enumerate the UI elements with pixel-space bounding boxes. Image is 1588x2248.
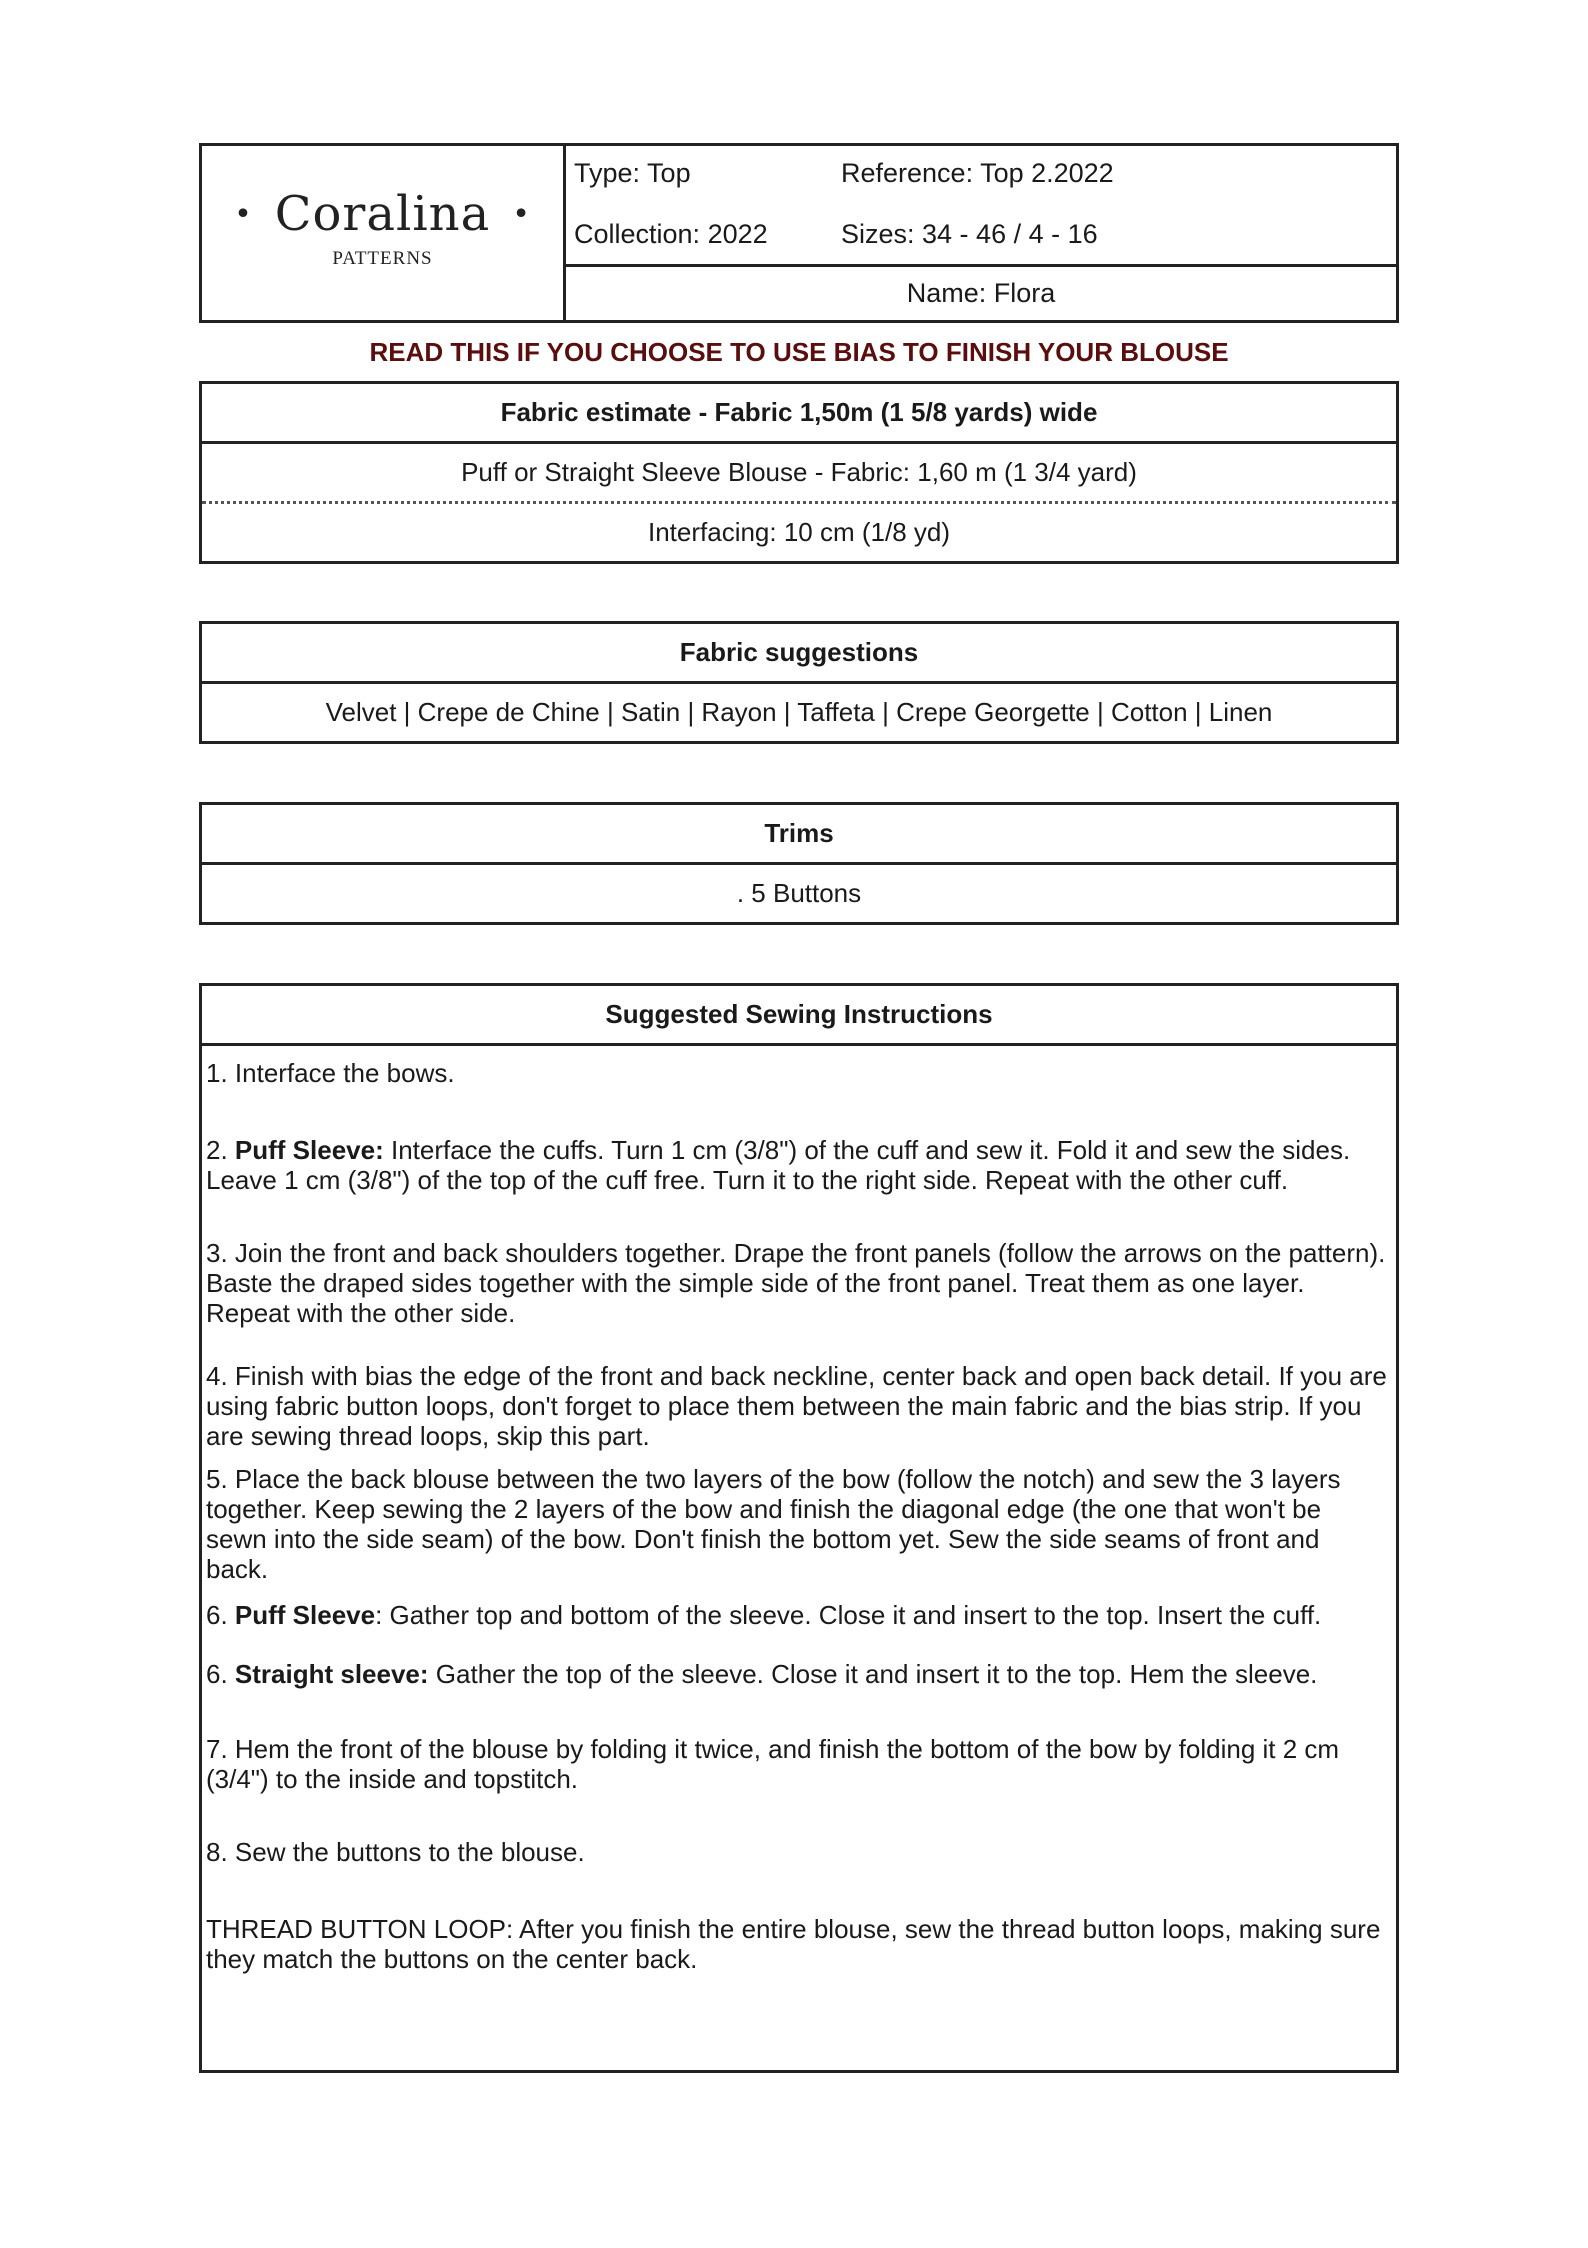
fabric-estimate-title: Fabric estimate - Fabric 1,50m (1 5/8 yards) wide [500, 397, 1098, 427]
pattern-meta [566, 146, 1396, 320]
logo-dot-left: • [234, 196, 253, 232]
thread-button-loop: THREAD BUTTON LOOP: After you finish the entire blouse, sew the thread button loops, making sure they match the buttons on the center back. [206, 1914, 1381, 1974]
step-6-straight: 6. Straight sleeve: Gather the top of the sleeve. Close it and insert it to the top. Hem the sleeve. [206, 1659, 1318, 1689]
step-8: 8. Sew the buttons to the blouse. [206, 1837, 585, 1867]
bias-warning: READ THIS IF YOU CHOOSE TO USE BIAS TO FINISH YOUR BLOUSE [369, 337, 1229, 367]
step-2: 2. Puff Sleeve: Interface the cuffs. Turn 1 cm (3/8") of the cuff and sew it. Fold it and sew the sides. Leave 1 cm (3/8") of the top of the cuff free. Turn it to the right side. Repeat with the other cuff. [206, 1135, 1351, 1195]
trims-table [199, 802, 1399, 925]
step-5: 5. Place the back blouse between the two layers of the bow (follow the notch) and sew the 3 layers together. Keep sewing the 2 layers of the bow and finish the diagonal edge (the one that won't be sewn into the side seam) of the bow. Don't finish the bottom yet. Sew the side seams of front and back. [206, 1464, 1341, 1584]
header-table [199, 143, 1399, 323]
fabric-suggestions-table [199, 621, 1399, 744]
fabric-estimate-blouse: Puff or Straight Sleeve Blouse - Fabric: 1,60 m (1 3/4 yard) [202, 441, 1396, 501]
brand-name: Coralina [274, 186, 491, 242]
sizes-field: Sizes: 34 - 46 / 4 - 16 [841, 219, 1098, 249]
fabric-suggestions-list: Velvet | Crepe de Chine | Satin | Rayon | Taffeta | Crepe Georgette | Cotton | Linen [202, 681, 1396, 741]
logo-dot-right: • [512, 196, 531, 232]
sewing-instructions-table [199, 983, 1399, 2073]
step-4: 4. Finish with bias the edge of the front and back neckline, center back and open back detail. If you are using fabric button loops, don't forget to place them between the main fabric and the bias strip. If you are sewing thread loops, skip this part. [206, 1361, 1387, 1451]
trims-item: . 5 Buttons [202, 862, 1396, 922]
step-7: 7. Hem the front of the blouse by folding it twice, and finish the bottom of the bow by folding it 2 cm (3/4") to the inside and topstitch. [206, 1734, 1340, 1794]
collection-field: Collection: 2022 [574, 219, 768, 249]
step-6-puff: 6. Puff Sleeve: Gather top and bottom of the sleeve. Close it and insert to the top. Insert the cuff. [206, 1600, 1322, 1630]
reference-field: Reference: Top 2.2022 [841, 158, 1114, 188]
pattern-sheet [199, 143, 1399, 2073]
type-field: Type: Top [574, 158, 691, 188]
fabric-estimate-table [199, 381, 1399, 564]
step-3: 3. Join the front and back shoulders together. Drape the front panels (follow the arrows on the pattern). Baste the draped sides together with the simple side of the front panel. Treat them as one layer. Repeat with the other side. [206, 1238, 1386, 1328]
trims-title: Trims [764, 818, 834, 848]
instructions-title: Suggested Sewing Instructions [202, 986, 1396, 1046]
step-1: 1. Interface the bows. [206, 1058, 455, 1088]
fabric-suggestions-title: Fabric suggestions [679, 637, 919, 667]
brand-subtitle: PATTERNS [332, 248, 433, 269]
pattern-name: Name: Flora [906, 278, 1056, 308]
fabric-estimate-interfacing: Interfacing: 10 cm (1/8 yd) [202, 501, 1396, 561]
logo [202, 146, 566, 320]
